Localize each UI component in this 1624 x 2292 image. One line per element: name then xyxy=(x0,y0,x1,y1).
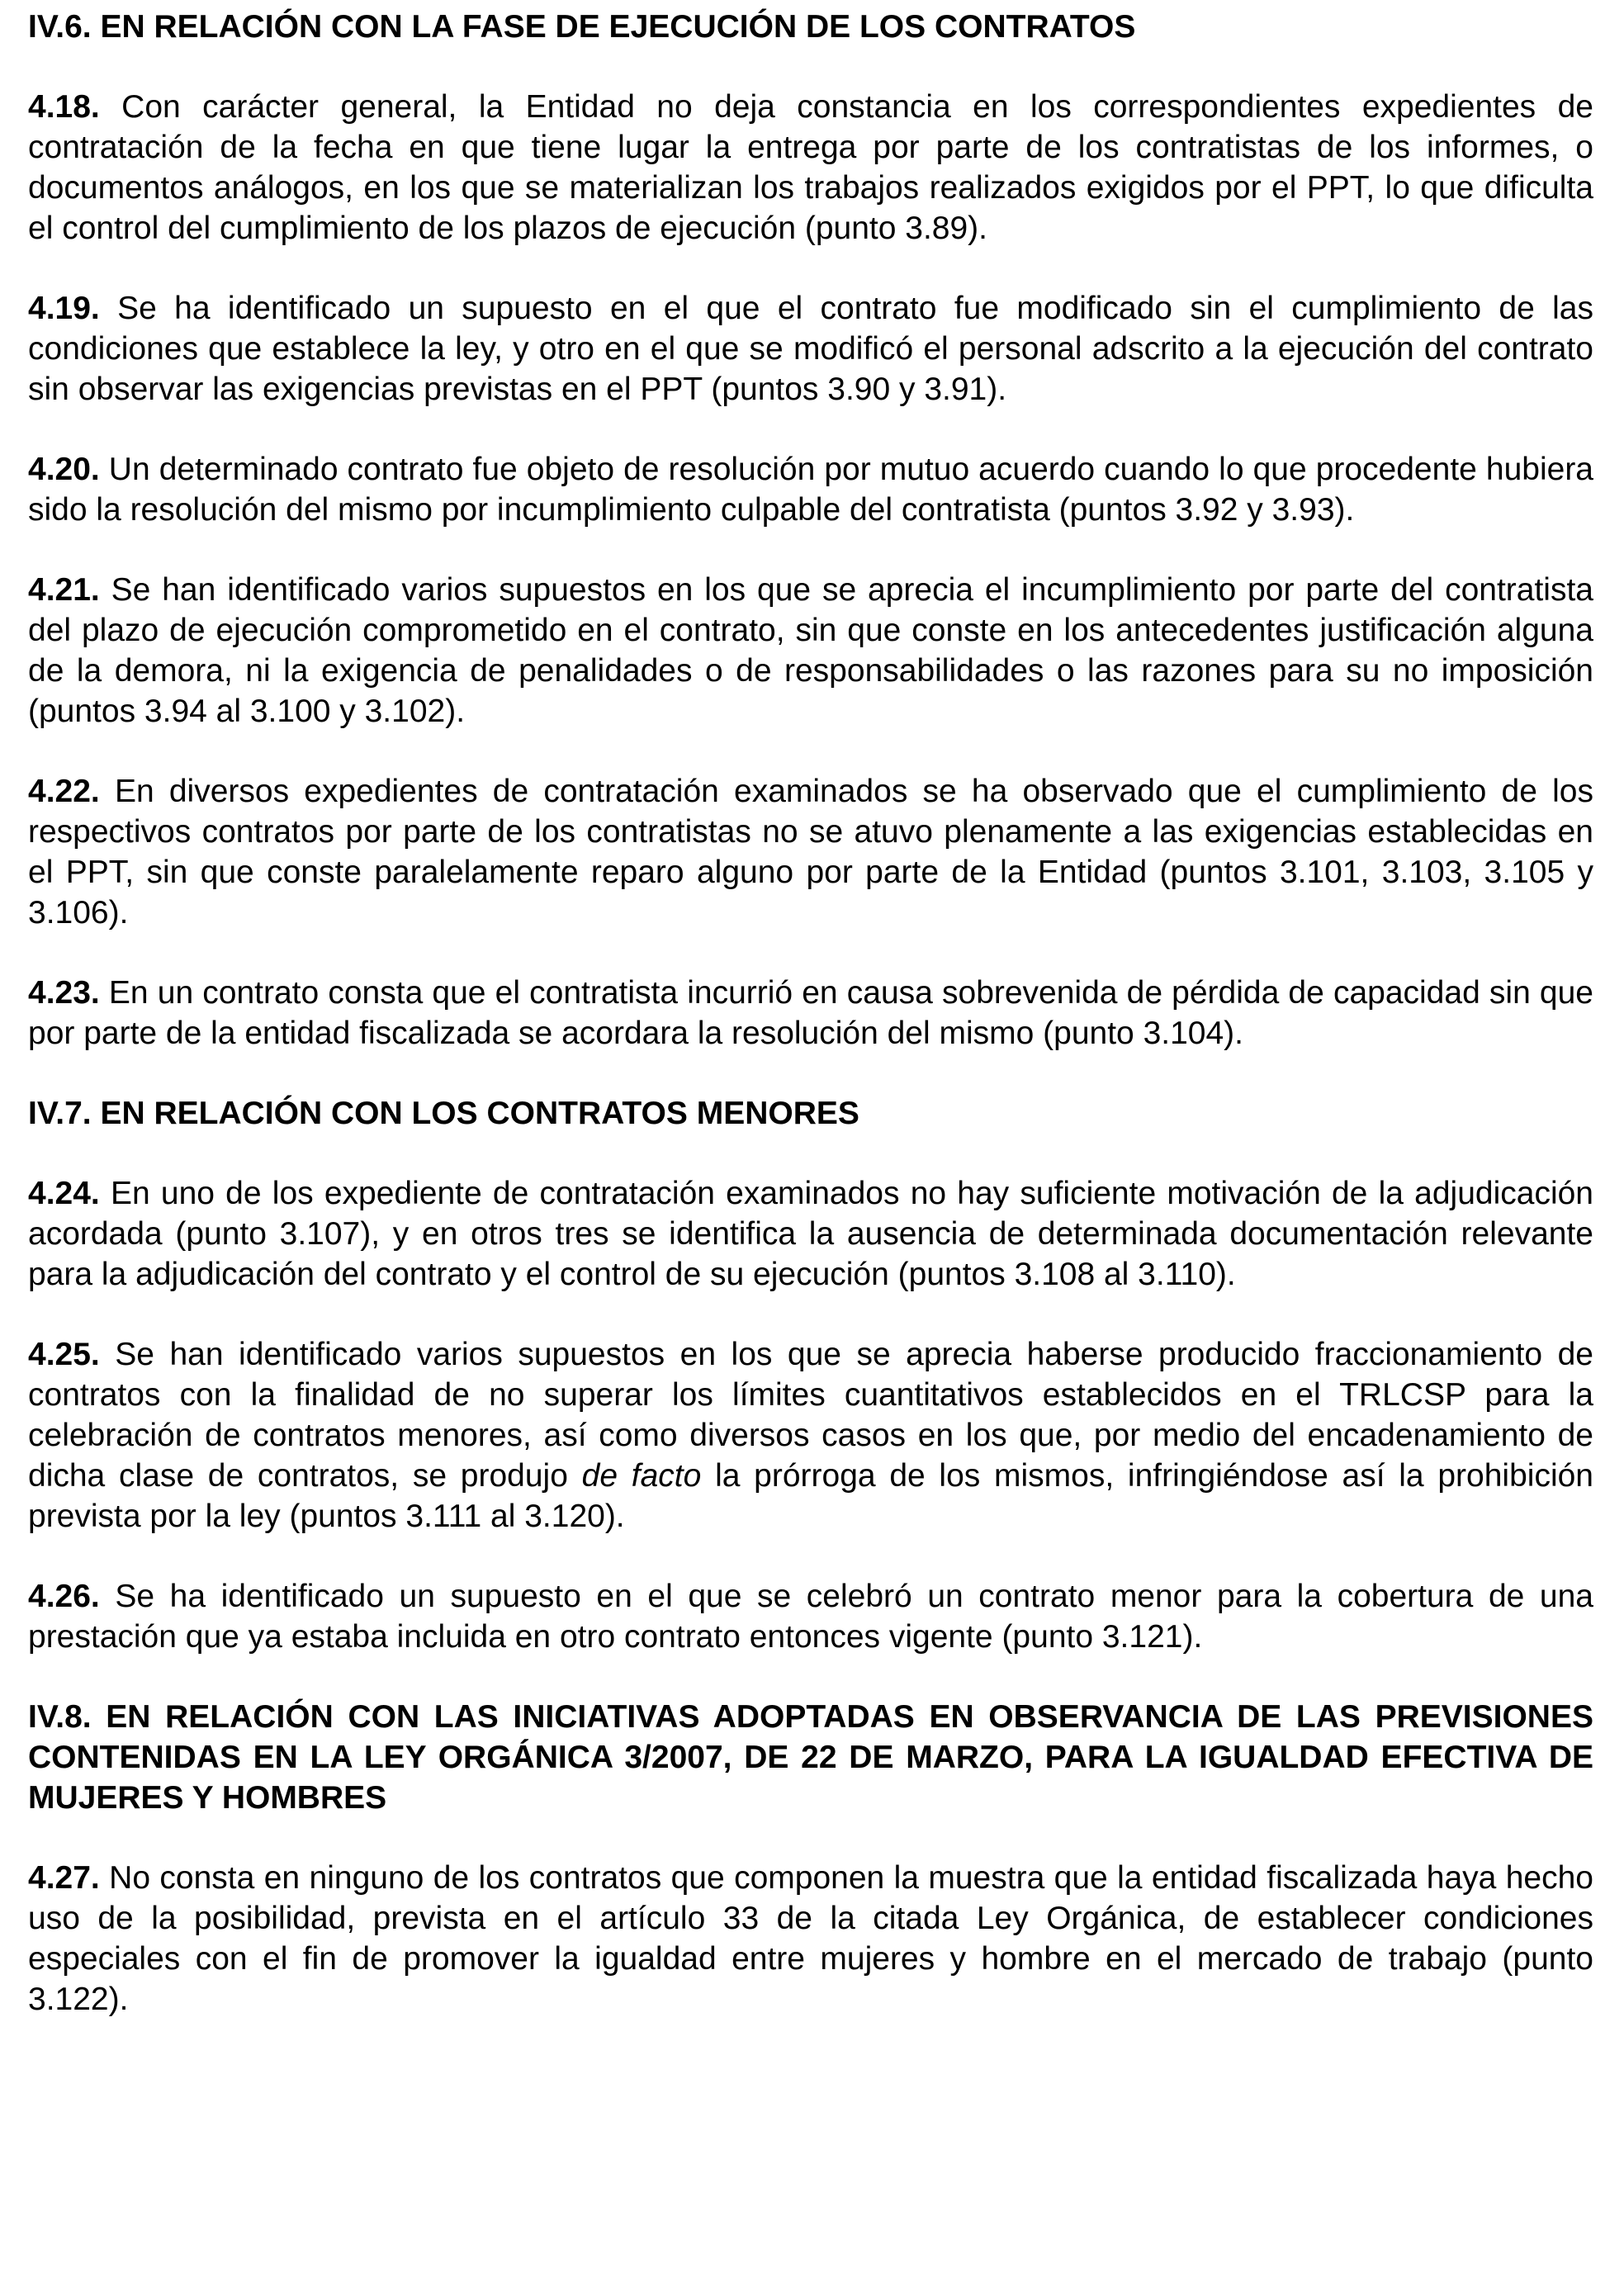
paragraph-4-27 xyxy=(28,1858,1593,2020)
paragraph-number: 4.20. xyxy=(28,452,100,487)
paragraph-4-18 xyxy=(28,87,1593,249)
paragraph-number: 4.22. xyxy=(28,774,100,809)
paragraph-text: Un determinado contrato fue objeto de resolución por mutuo acuerdo cuando lo que procedente hubiera sido la resolución del mismo por incumplimiento culpable del contratista (puntos 3.92 y 3.93). xyxy=(28,452,1593,528)
paragraph-text-italic: de facto xyxy=(581,1458,702,1494)
paragraph-4-24 xyxy=(28,1173,1593,1295)
document-page xyxy=(28,7,1593,2020)
paragraph-text: Se ha identificado un supuesto en el que se celebró un contrato menor para la cobertura de una prestación que ya estaba incluida en otro contrato entonces vigente (punto 3.121). xyxy=(28,1579,1593,1655)
paragraph-number: 4.25. xyxy=(28,1337,100,1372)
paragraph-4-25 xyxy=(28,1334,1593,1537)
paragraph-number: 4.23. xyxy=(28,975,100,1011)
paragraph-number: 4.27. xyxy=(28,1860,100,1896)
paragraph-text: En un contrato consta que el contratista incurrió en causa sobrevenida de pérdida de capacidad sin que por parte de la entidad fiscalizada se acordara la resolución del mismo (punto 3.104). xyxy=(28,975,1593,1051)
paragraph-text: Se han identificado varios supuestos en los que se aprecia el incumplimiento por parte del contratista del plazo de ejecución comprometido en el contrato, sin que conste en los antecedentes justificación alguna de la demora, ni la exigencia de penalidades o de responsabilidades o las razones para su no imposición (puntos 3.94 al 3.100 y 3.102). xyxy=(28,572,1593,729)
paragraph-number: 4.24. xyxy=(28,1176,100,1211)
paragraph-number: 4.19. xyxy=(28,291,100,326)
paragraph-text: la prórroga de los mismos, infringiéndose así la prohibición prevista por la ley (puntos 3.111 al 3.120). xyxy=(28,1458,1593,1534)
section-heading-iv7: IV.7. EN RELACIÓN CON LOS CONTRATOS MENORES xyxy=(28,1096,859,1131)
paragraph-number: 4.21. xyxy=(28,572,100,608)
paragraph-text: En diversos expedientes de contratación examinados se ha observado que el cumplimiento de los respectivos contratos por parte de los contratistas no se atuvo plenamente a las exigencias establecidas en el PPT, sin que conste paralelamente reparo alguno por parte de la Entidad (puntos 3.101, 3.103, 3.105 y 3.106). xyxy=(28,774,1593,931)
paragraph-text: Se ha identificado un supuesto en el que el contrato fue modificado sin el cumplimiento de las condiciones que establece la ley, y otro en el que se modificó el personal adscrito a la ejecución del contrato sin observar las exigencias previstas en el PPT (puntos 3.90 y 3.91). xyxy=(28,291,1593,407)
paragraph-4-20 xyxy=(28,449,1593,530)
paragraph-4-26 xyxy=(28,1576,1593,1657)
paragraph-text: En uno de los expediente de contratación examinados no hay suficiente motivación de la adjudicación acordada (punto 3.107), y en otros tres se identifica la ausencia de determinada documentación relevante para la adjudicación del contrato y el control de su ejecución (puntos 3.108 al 3.110). xyxy=(28,1176,1593,1292)
paragraph-number: 4.26. xyxy=(28,1579,100,1614)
paragraph-text: No consta en ninguno de los contratos que componen la muestra que la entidad fiscalizada haya hecho uso de la posibilidad, prevista en el artículo 33 de la citada Ley Orgánica, de establecer condiciones especiales con el fin de promover la igualdad entre mujeres y hombre en el mercado de trabajo (punto 3.122). xyxy=(28,1860,1593,2017)
paragraph-4-22 xyxy=(28,771,1593,933)
section-heading-iv6: IV.6. EN RELACIÓN CON LA FASE DE EJECUCIÓN DE LOS CONTRATOS xyxy=(28,9,1136,45)
paragraph-text: Con carácter general, la Entidad no deja constancia en los correspondientes expedientes de contratación de la fecha en que tiene lugar la entrega por parte de los contratistas de los informes, o documentos análogos, en los que se materializan los trabajos realizados exigidos por el PPT, lo que dificulta el control del cumplimiento de los plazos de ejecución (punto 3.89). xyxy=(28,89,1593,246)
section-heading-iv8: IV.8. EN RELACIÓN CON LAS INICIATIVAS ADOPTADAS EN OBSERVANCIA DE LAS PREVISIONES CONTENIDAS EN LA LEY ORGÁNICA 3/2007, DE 22 DE MARZO, PARA LA IGUALDAD EFECTIVA DE MUJERES Y HOMBRES xyxy=(28,1699,1593,1816)
paragraph-text: Se han identificado varios supuestos en los que se aprecia haberse producido fraccionamiento de contratos con la finalidad de no superar los límites cuantitativos establecidos en el TRLCSP para la celebración de contratos menores, así como diversos casos en los que, por medio del encadenamiento de dicha clase de contratos, se produjo xyxy=(28,1337,1593,1494)
paragraph-number: 4.18. xyxy=(28,89,100,125)
paragraph-4-23 xyxy=(28,973,1593,1054)
paragraph-4-21 xyxy=(28,570,1593,732)
paragraph-4-19 xyxy=(28,288,1593,410)
